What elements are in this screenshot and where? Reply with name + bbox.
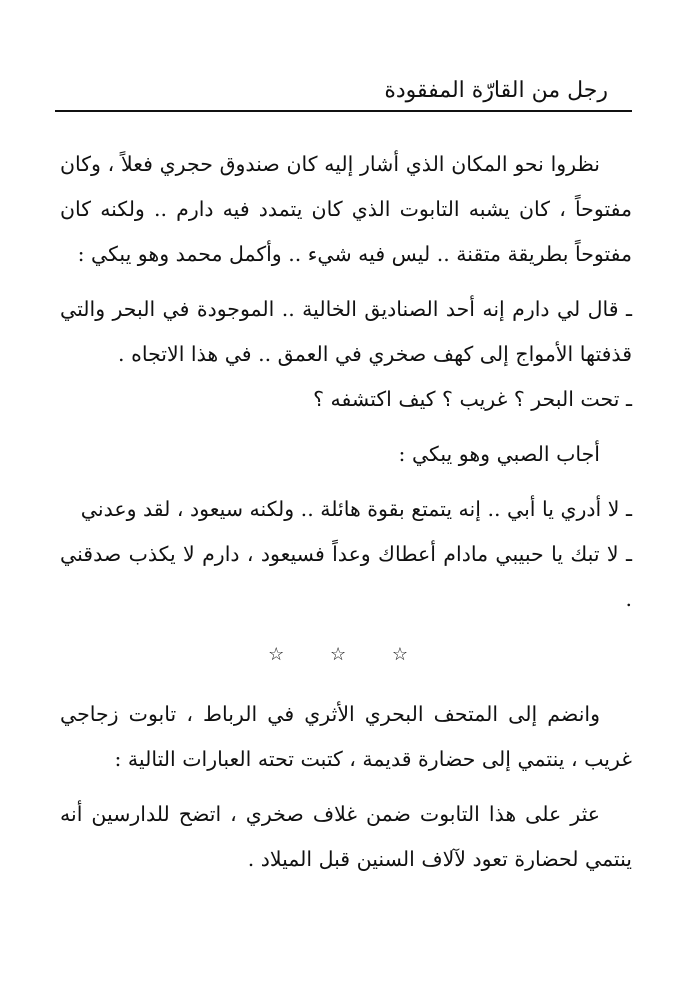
page-body <box>60 142 632 882</box>
paragraph-1: نظروا نحو المكان الذي أشار إليه كان صندوق حجري فعلاً ، وكان مفتوحاً ، كان يشبه التابوت الذي كان يتمدد فيه دارم .. ولكنه كان مفتوحاً بطريقة متقنة .. ليس فيه شيء .. وأكمل محمد وهو يبكي : <box>60 152 632 266</box>
running-header: رجل من القارّة المفقودة <box>384 78 608 103</box>
paragraph-6: ـ لا تبك يا حبيبي مادام أعطاك وعداً فسيعود ، دارم لا يكذب صدقني . <box>60 542 632 611</box>
paragraph-7: وانضم إلى المتحف البحري الأثري في الرباط ، تابوت زجاجي غريب ، ينتمي إلى حضارة قديمة ، كتبت تحته العبارات التالية : <box>60 702 632 771</box>
header-rule <box>55 110 632 112</box>
section-break-stars: ☆ ☆ ☆ <box>268 644 408 665</box>
paragraph-2: ـ قال لي دارم إنه أحد الصناديق الخالية .. الموجودة في البحر والتي قذفتها الأمواج إلى كهف صخري في العمق .. في هذا الاتجاه . <box>60 297 632 366</box>
paragraph-5: ـ لا أدري يا أبي .. إنه يتمتع بقوة هائلة .. ولكنه سيعود ، لقد وعدني <box>80 497 632 521</box>
paragraph-4: أجاب الصبي وهو يبكي : <box>398 442 600 466</box>
paragraph-3: ـ تحت البحر ؟ غريب ؟ كيف اكتشفه ؟ <box>313 387 632 411</box>
paragraph-8: عثر على هذا التابوت ضمن غلاف صخري ، اتضح للدارسين أنه ينتمي لحضارة تعود لآلاف السنين قبل الميلاد . <box>60 802 632 871</box>
